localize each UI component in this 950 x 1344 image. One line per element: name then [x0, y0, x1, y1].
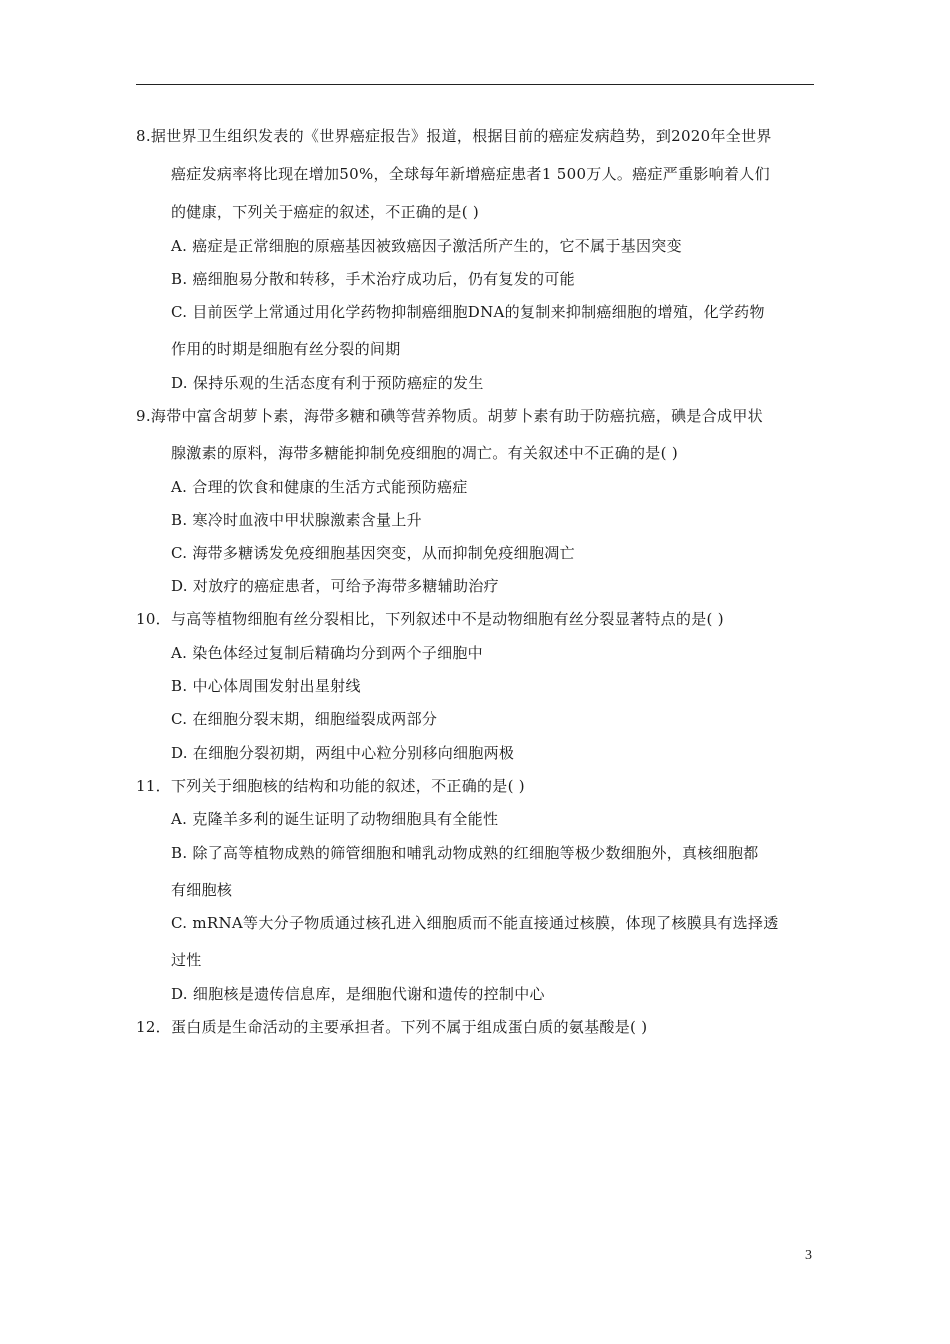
q8-option-d: D. 保持乐观的生活态度有利于预防癌症的发生 [171, 374, 484, 392]
q11-option-c-line-2: 过性 [171, 951, 202, 969]
q11-option-d: D. 细胞核是遗传信息库，是细胞代谢和遗传的控制中心 [171, 985, 545, 1003]
q10-option-a: A. 染色体经过复制后精确均分到两个子细胞中 [171, 644, 483, 662]
q10-option-b: B. 中心体周围发射出星射线 [171, 677, 361, 695]
q12-stem: 12．蛋白质是生命活动的主要承担者。下列不属于组成蛋白质的氨基酸是( ) [136, 1018, 648, 1036]
q9-option-c: C. 海带多糖诱发免疫细胞基因突变，从而抑制免疫细胞凋亡 [171, 544, 575, 562]
q11-option-a: A. 克隆羊多利的诞生证明了动物细胞具有全能性 [171, 810, 499, 828]
q11-option-c-line-1: C. mRNA等大分子物质通过核孔进入细胞质而不能直接通过核膜，体现了核膜具有选择透 [171, 914, 779, 932]
q8-option-c-line-1: C. 目前医学上常通过用化学药物抑制癌细胞DNA的复制来抑制癌细胞的增殖，化学药物 [171, 303, 765, 321]
q11-option-b-line-1: B. 除了高等植物成熟的筛管细胞和哺乳动物成熟的红细胞等极少数细胞外，真核细胞都 [171, 844, 759, 862]
q11-option-b-line-2: 有细胞核 [171, 881, 233, 899]
q8-stem-line-1: 8.据世界卫生组织发表的《世界癌症报告》报道，根据目前的癌症发病趋势，到2020年全世界 [136, 127, 772, 145]
q10-option-d: D. 在细胞分裂初期，两组中心粒分别移向细胞两极 [171, 744, 515, 762]
q9-option-b: B. 寒冷时血液中甲状腺激素含量上升 [171, 511, 422, 529]
header-rule [136, 84, 814, 85]
q8-option-b: B. 癌细胞易分散和转移，手术治疗成功后，仍有复发的可能 [171, 270, 575, 288]
page-number: 3 [805, 1248, 812, 1263]
q9-stem-line-1: 9.海带中富含胡萝卜素，海带多糖和碘等营养物质。胡萝卜素有助于防癌抗癌，碘是合成甲状 [136, 407, 763, 425]
q8-stem-line-2: 癌症发病率将比现在增加50%，全球每年新增癌症患者1 500万人。癌症严重影响着人们 [171, 165, 770, 183]
q9-option-d: D. 对放疗的癌症患者，可给予海带多糖辅助治疗 [171, 577, 499, 595]
q9-option-a: A. 合理的饮食和健康的生活方式能预防癌症 [171, 478, 468, 496]
q8-option-a: A. 癌症是正常细胞的原癌基因被致癌因子激活所产生的，它不属于基因突变 [171, 237, 682, 255]
q9-stem-line-2: 腺激素的原料，海带多糖能抑制免疫细胞的凋亡。有关叙述中不正确的是( ) [171, 444, 678, 462]
q11-stem: 11．下列关于细胞核的结构和功能的叙述，不正确的是( ) [136, 777, 525, 795]
q10-option-c: C. 在细胞分裂末期，细胞缢裂成两部分 [171, 710, 438, 728]
q10-stem: 10．与高等植物细胞有丝分裂相比，下列叙述中不是动物细胞有丝分裂显著特点的是( ) [136, 610, 724, 628]
q8-stem-line-3: 的健康，下列关于癌症的叙述，不正确的是( ) [171, 203, 480, 221]
q8-option-c-line-2: 作用的时期是细胞有丝分裂的间期 [171, 340, 401, 358]
